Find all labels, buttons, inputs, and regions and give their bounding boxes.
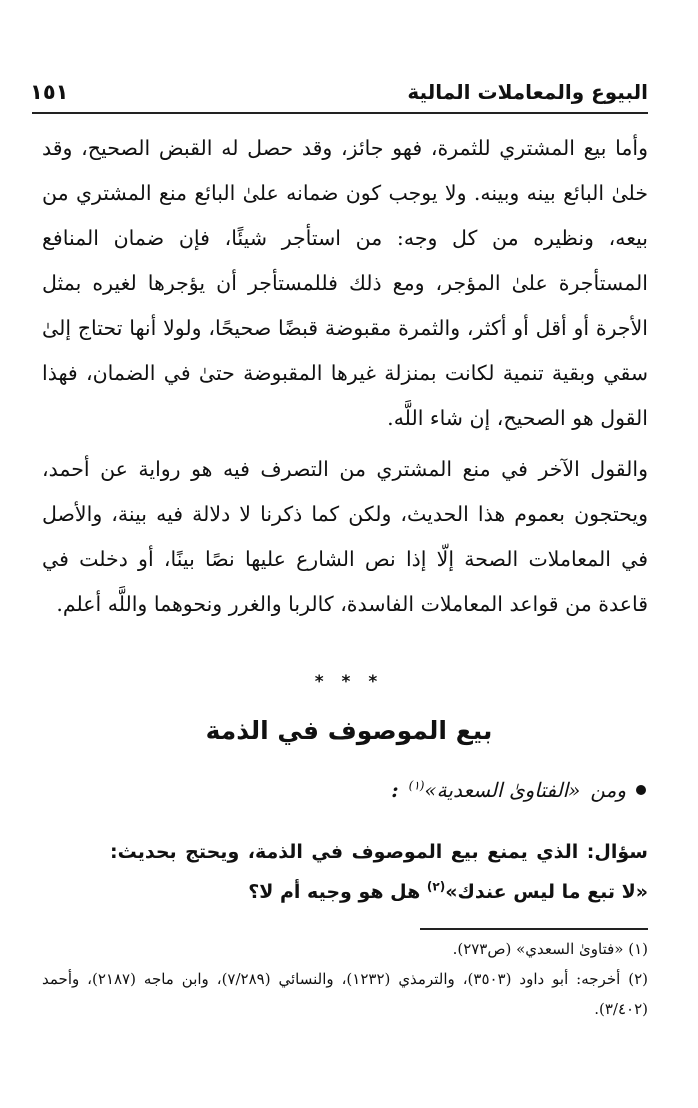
bullet-icon bbox=[636, 785, 646, 795]
source-colon: : bbox=[391, 778, 399, 802]
paragraph-2: والقول الآخر في منع المشتري من التصرف فيه هو رواية عن أحمد، ويحتجون بعموم هذا الحديث، ولكن كما ذكرنا لا دلالة فيه بينة، والأصل في المعاملات الصحة إلّا إذا نص الشارع عليها نصًا بينًا، أو دخلت في قاعدة من قواعد المعاملات الفاسدة، كالربا والغرر ونحوهما واللَّه أعلم. bbox=[42, 457, 648, 616]
footnote-1: (١) «فتاوىٰ السعدي» (ص٢٧٣). bbox=[452, 940, 648, 958]
running-header bbox=[30, 64, 648, 104]
body-text bbox=[42, 126, 648, 627]
question-part-2: هل هو وجيه أم لا؟ bbox=[248, 881, 427, 903]
footnote-rule bbox=[420, 928, 648, 930]
source-title: «الفتاوىٰ السعدية»$^{(١)}$ bbox=[408, 778, 581, 802]
section-separator: * * * bbox=[314, 672, 384, 692]
footnote-ref-1: (١) bbox=[408, 778, 425, 793]
section-heading: بيع الموصوف في الذمة bbox=[205, 716, 493, 745]
source-prefix: ومن bbox=[590, 778, 626, 802]
footnotes bbox=[42, 934, 648, 1024]
paragraph-1: وأما بيع المشتري للثمرة، فهو جائز، وقد حصل له القبض الصحيح، وقد خلىٰ البائع بينه وبينه. ولا يوجب كون ضمانه علىٰ البائع منع المشتري من بيعه، ونظيره من كل وجه: من استأجر شيئًا، فإن ضمان المنافع المستأجرة علىٰ المؤجر، ومع ذلك فللمستأجر أن يؤجرها لغيره بمثل الأجرة أو أقل أو أكثر، والثمرة مقبوضة قبضًا صحيحًا، ولولا أنها تحتاج إلىٰ سقي وبقية تنمية لكانت بمنزلة غيرها المقبوضة حتىٰ في الضمان، فهذا القول هو الصحيح، إن شاء اللَّه. bbox=[42, 136, 648, 430]
header-rule bbox=[32, 112, 648, 114]
footnote-2: (٢) أخرجه: أبو داود (٣٥٠٣)، والترمذي (١٢٣٢)، والنسائي (٧/٢٨٩)، وابن ماجه (٢١٨٧)، وأحمد (٣/٤٠٢). bbox=[42, 970, 648, 1018]
page-number: ١٥١ bbox=[30, 80, 69, 104]
footnote-ref-2: (٢) bbox=[426, 879, 446, 894]
running-title: البيوع والمعاملات المالية bbox=[407, 80, 648, 104]
source-line bbox=[42, 778, 646, 802]
question-part-1: سؤال: الذي يمنع بيع الموصوف في الذمة، ويحتج بحديث: «لا تبع ما ليس عندك» bbox=[110, 841, 648, 903]
question-text bbox=[110, 832, 648, 912]
